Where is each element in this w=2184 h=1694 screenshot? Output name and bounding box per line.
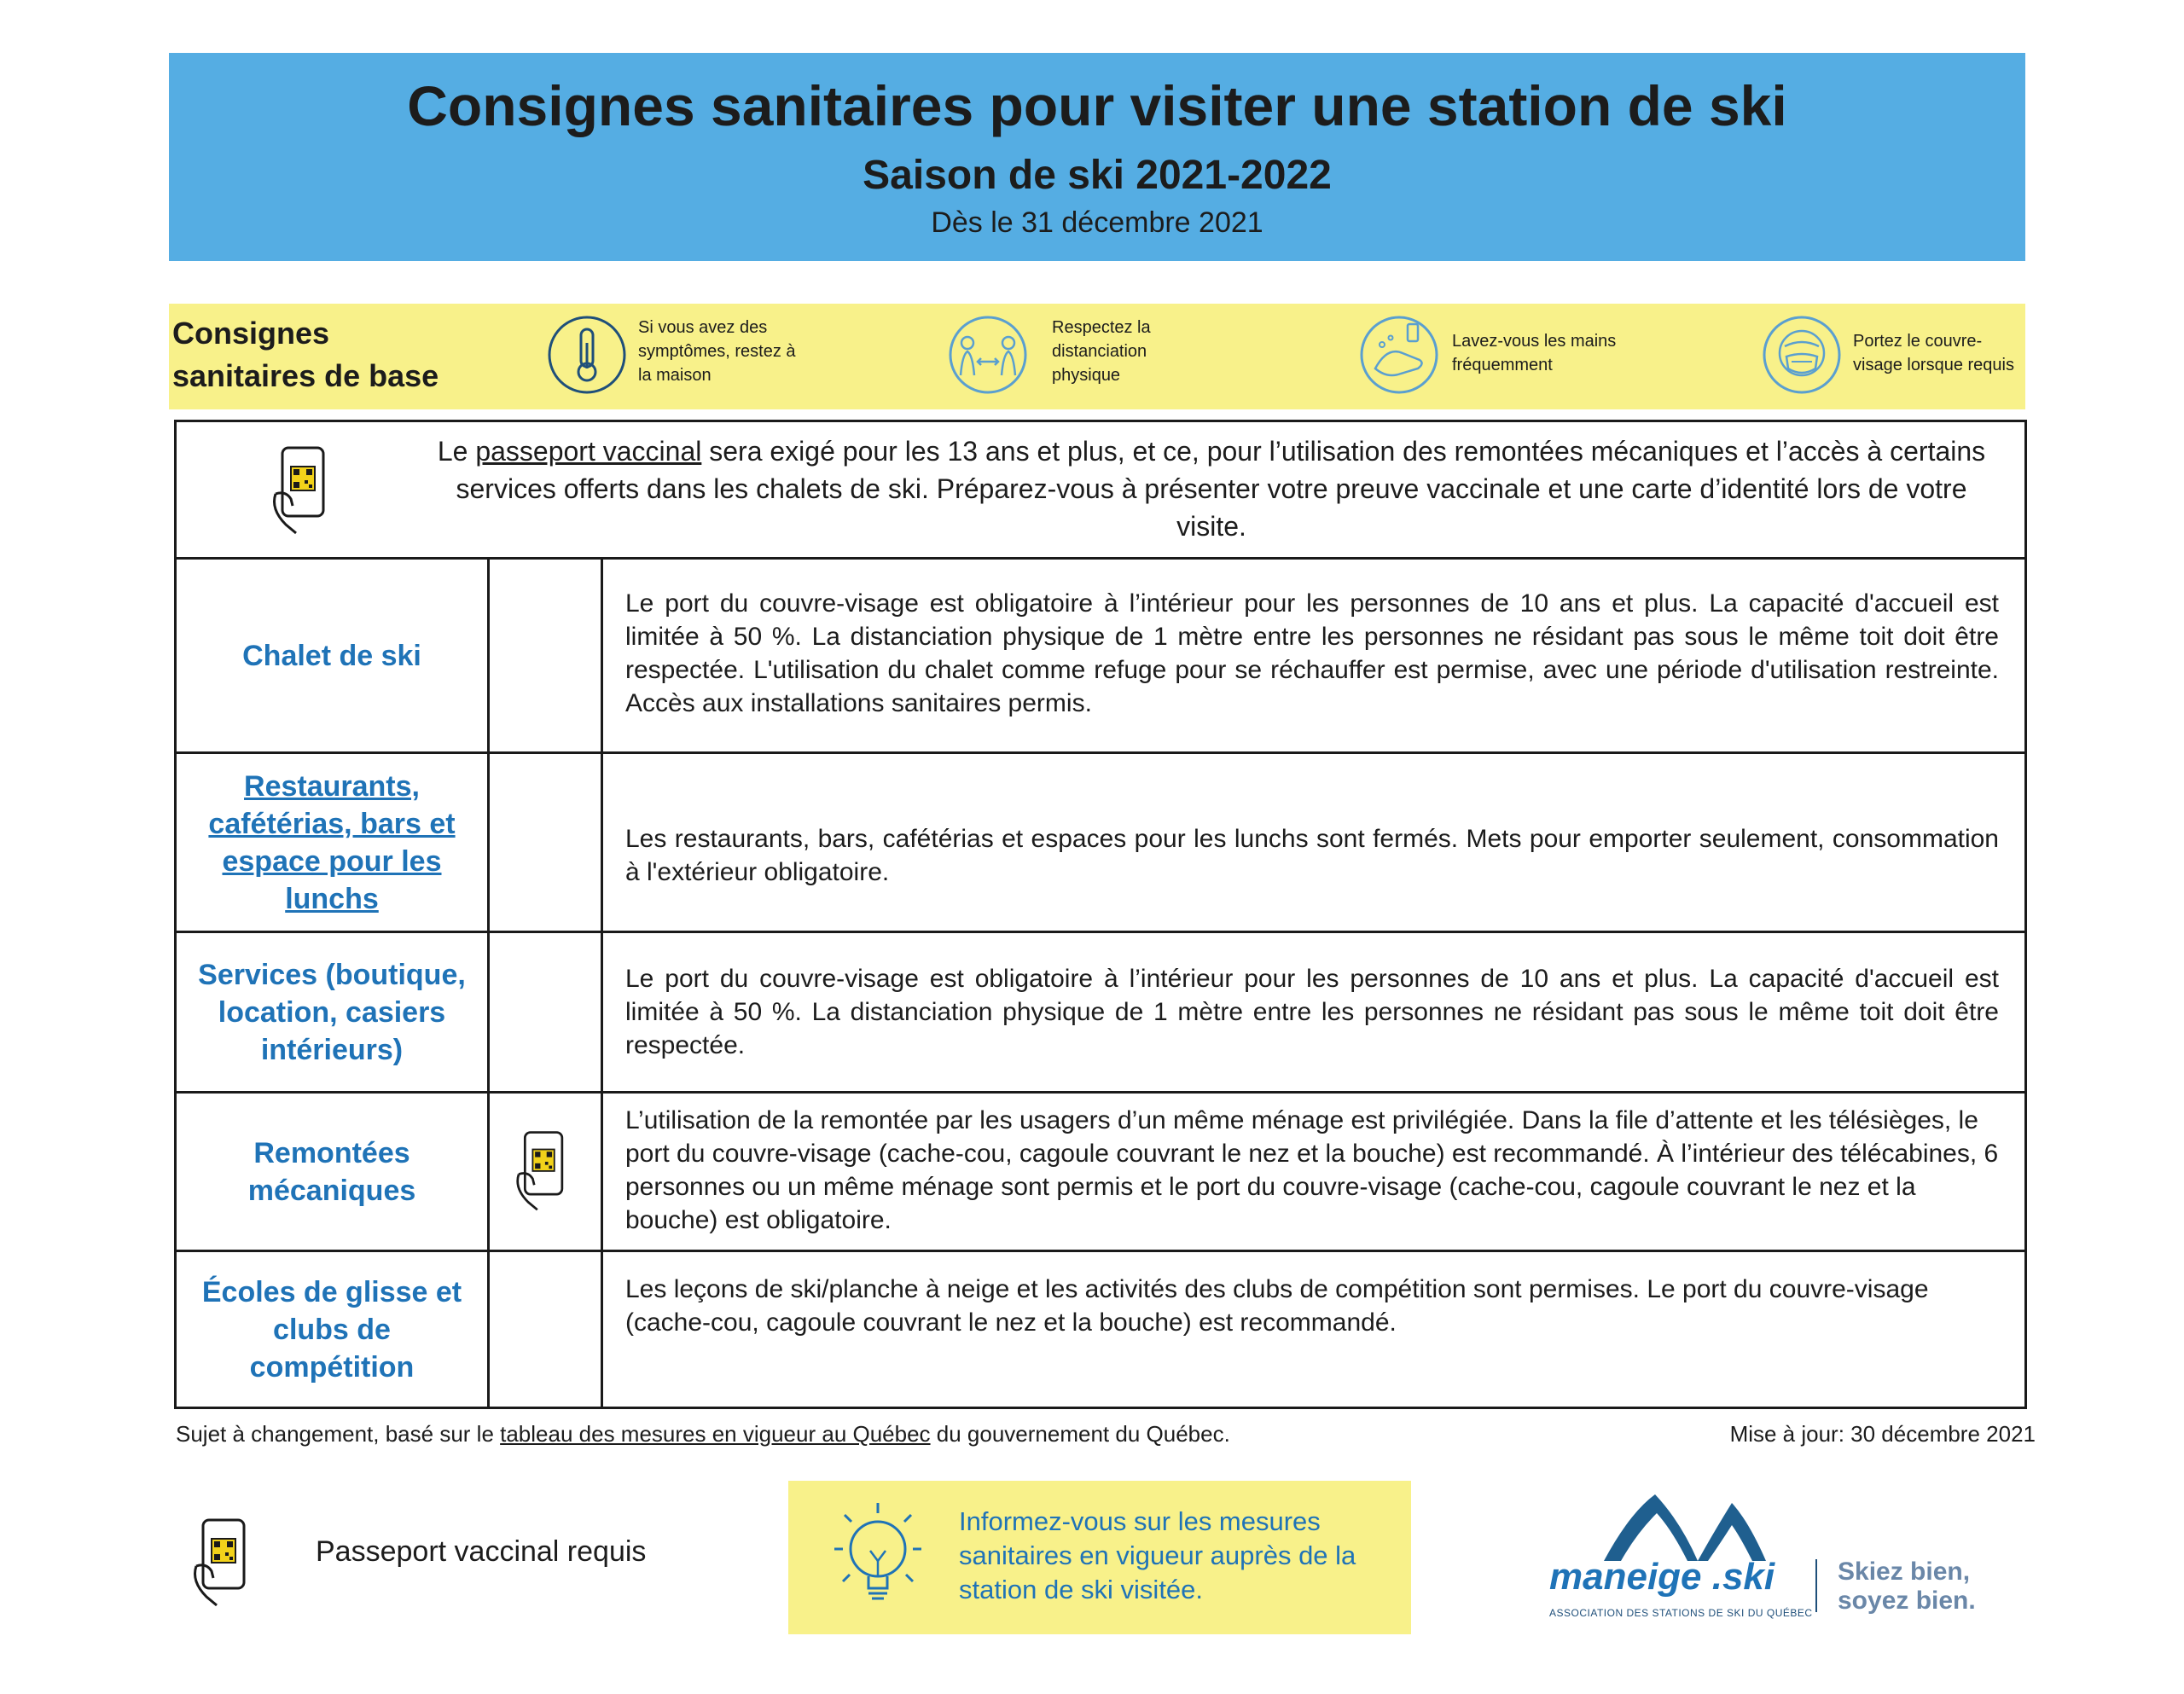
face-mask-icon: [1759, 312, 1844, 397]
logo-slogan: Skiez bien, soyez bien.: [1838, 1558, 1976, 1615]
inform-box: Informez-vous sur les mesures sanitaires en vigueur auprès de la station de ski visitée.: [788, 1481, 1411, 1634]
basic-item-distancing: Respectez la distanciation physique: [945, 304, 1321, 409]
basic-measures-label: Consignes sanitaires de base: [172, 316, 439, 393]
effective-date: Dès le 31 décembre 2021: [931, 206, 1263, 239]
page-subtitle: Saison de ski 2021-2022: [863, 153, 1332, 198]
header-banner: [169, 53, 2025, 261]
passport-notice: Le passeport vaccinal sera exigé pour les 13 ans et plus, et ce, pour l’utilisation des remontées mécaniques et l’accès à certains services offerts dans les chalets de ski. Préparez-vous à présenter votre preuve vaccinale et une carte d’identité lors de votre visite.: [437, 436, 1986, 542]
vaccine-passport-icon: [188, 1515, 261, 1609]
basic-item-handwash: Lavez-vous les mains fréquemment: [1356, 304, 1715, 409]
measures-table-link[interactable]: tableau des mesures en vigueur au Québec: [500, 1421, 931, 1447]
category-chalet: Chalet de ski: [242, 639, 421, 672]
distancing-icon: [945, 312, 1031, 397]
description-schools: Les leçons de ski/planche à neige et les activités des clubs de compétition sont permises. Le port du couvre-visage (cache-cou, cagoule couvrant le nez et la bouche) est recommandé.: [625, 1275, 1929, 1337]
handwash-icon: [1356, 312, 1442, 397]
description-lifts: L’utilisation de la remontée par les usagers d’un même ménage est privilégiée. Dans la file d’attente et les télésièges, le port du couvre-visage (cache-cou, cagoule couvrant le nez et la bouche) est recommandé. À l’intérieur des télécabines, 6 personnes ou un même ménage sont permis et le port du couvre-visage (cache-cou, cagoule couvrant le nez et la bouche) est obligatoire.: [625, 1106, 1999, 1234]
measures-table: [174, 420, 2027, 1409]
vaccine-passport-icon: [511, 1128, 578, 1213]
basic-item-mask: Portez le couvre- visage lorsque requis: [1759, 304, 2025, 409]
table-row: [177, 751, 2024, 931]
logo-association: ASSOCIATION DES STATIONS DE SKI DU QUÉBEC: [1549, 1607, 1813, 1619]
basic-measures-band: [169, 304, 2025, 409]
category-services: Services (boutique, location, casiers intérieurs): [198, 958, 466, 1066]
light-bulb-icon: [831, 1500, 925, 1619]
description-chalet: Le port du couvre-visage est obligatoire à l’intérieur pour les personnes de 10 ans et plus. La capacité d'accueil est limitée à 50 %. La distanciation physique de 1 mètre entre les personnes ne résidant pas sous le même toit doit être respectée. L'utilisation du chalet comme refuge pour se réchauffer est permise, avec une période d'utilisation restreinte. Accès aux installations sanitaires permis.: [625, 589, 1999, 717]
source-note: Sujet à changement, basé sur le tableau des mesures en vigueur au Québec du gouvernement du Québec.: [176, 1421, 1230, 1447]
vaccine-passport-icon: [267, 443, 340, 537]
table-row: [177, 1091, 2024, 1250]
page-title: Consignes sanitaires pour visiter une station de ski: [407, 74, 1787, 137]
description-services: Le port du couvre-visage est obligatoire à l’intérieur pour les personnes de 10 ans et plus. La capacité d'accueil est limitée à 50 %. La distanciation physique de 1 mètre entre les personnes ne résidant pas sous le même toit doit être respectée.: [625, 965, 1999, 1059]
maneige-logo: [1544, 1488, 2022, 1633]
passport-row: [177, 422, 2024, 557]
table-row: [177, 1250, 2024, 1407]
description-restaurants: Les restaurants, bars, cafétérias et espaces pour les lunchs sont fermés. Mets pour emporter seulement, consommation à l'extérieur obligatoire.: [625, 825, 1999, 886]
legend-label: Passeport vaccinal requis: [316, 1535, 647, 1568]
category-restaurants-link[interactable]: Restaurants, cafétérias, bars et espace pour les lunchs: [208, 769, 456, 915]
table-row: [177, 557, 2024, 751]
category-schools: Écoles de glisse et clubs de compétition: [201, 1275, 462, 1384]
mountain-logo-icon: [1595, 1488, 1817, 1564]
category-lifts: Remontées mécaniques: [247, 1136, 416, 1207]
table-row: [177, 931, 2024, 1091]
vaccine-passport-link[interactable]: passeport vaccinal: [475, 436, 702, 467]
update-date: Mise à jour: 30 décembre 2021: [1729, 1421, 2036, 1447]
thermometer-icon: [544, 312, 630, 397]
logo-wordmark: maneige .ski: [1549, 1556, 1775, 1598]
basic-item-symptoms: Si vous avez des symptômes, restez à la maison: [544, 304, 903, 409]
